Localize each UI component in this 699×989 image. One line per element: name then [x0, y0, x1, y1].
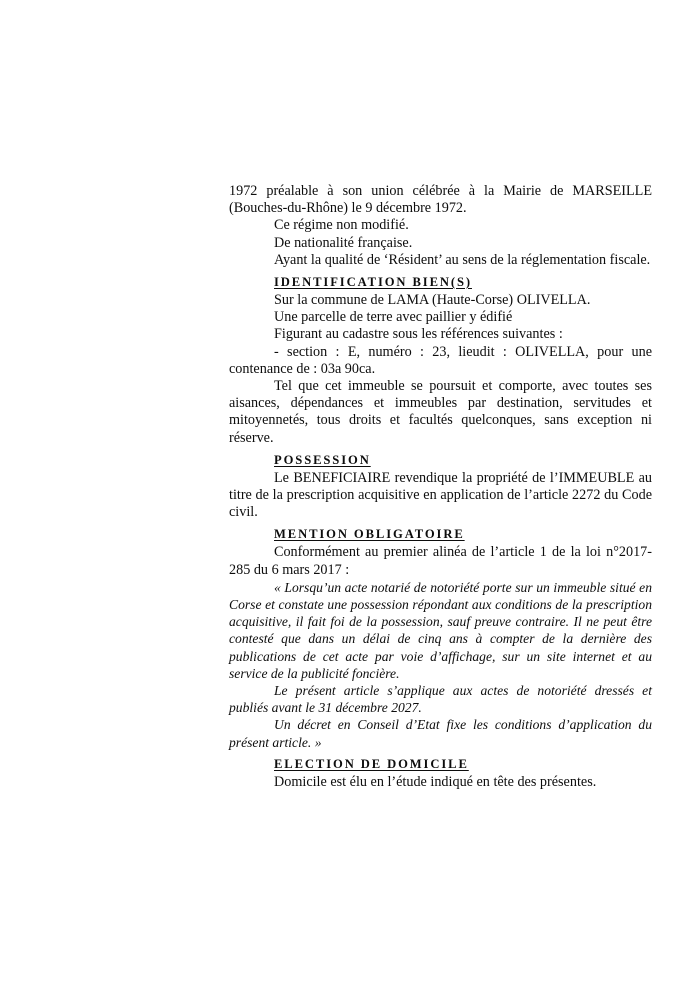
quoted-legal-excerpt — [229, 579, 652, 751]
heading-text: POSSESSION — [274, 452, 371, 467]
section-heading-election-de-domicile — [229, 751, 652, 774]
paragraph-section-numero-lieudit: - section : E, numéro : 23, lieudit : OLIVELLA, pour une contenance de : 03a 90ca. — [229, 343, 652, 377]
paragraph-conformement-loi-2017: Conformément au premier alinéa de l’article 1 de la loi n°2017-285 du 6 mars 2017 : — [229, 544, 652, 578]
paragraph-qualite-resident: Ayant la qualité de ‘Résident’ au sens de la réglementation fiscale. — [274, 251, 651, 268]
quote-paragraph-3: Un décret en Conseil d’Etat fixe les conditions d’application du présent article. » — [229, 717, 652, 750]
paragraph-nationalite: De nationalité française. — [274, 234, 413, 251]
paragraph-domicile-elu: Domicile est élu en l’étude indiqué en tête des présentes. — [274, 773, 597, 790]
heading-text: IDENTIFICATION BIEN(S) — [274, 275, 472, 290]
paragraph-regime-non-modifie: Ce régime non modifié. — [274, 217, 409, 234]
heading-text: MENTION OBLIGATOIRE — [274, 527, 465, 542]
paragraph-immeuble-aisances: Tel que cet immeuble se poursuit et comporte, avec toutes ses aisances, dépendances et immeubles par destination, servitudes et mitoyennetés, tous droits et facultés quelconques, sans exception ni réserve. — [229, 378, 652, 446]
section-heading-mention-obligatoire — [229, 521, 652, 544]
paragraph-commune-lama: Sur la commune de LAMA (Haute-Corse) OLIVELLA. — [274, 292, 591, 309]
paragraph-beneficiaire-revendique: Le BENEFICIAIRE revendique la propriété de l’IMMEUBLE au titre de la prescription acquisitive en application de l’article 2272 du Code civil. — [229, 469, 652, 521]
section-heading-possession — [229, 447, 652, 470]
paragraph-parcelle-terre: Une parcelle de terre avec paillier y édifié — [274, 309, 513, 326]
quote-paragraph-2: Le présent article s’applique aux actes de notoriété dressés et publiés avant le 31 décembre 2027. — [229, 683, 652, 716]
paragraph-cadastre-references: Figurant au cadastre sous les références suivantes : — [274, 326, 563, 343]
quote-paragraph-1: « Lorsqu’un acte notarié de notoriété porte sur un immeuble situé en Corse et constate une possession répondant aux conditions de la prescription acquisitive, il fait foi de la possession, sauf preuve contraire. Il ne peut être contesté que dans un délai de cinq ans à compter de la dernière des publications de cet acte par voie d’affichage, sur un site internet et au service de la publicité foncière. — [229, 579, 652, 681]
document-text-block — [229, 183, 652, 791]
paragraph-union-marseille: 1972 préalable à son union célébrée à la Mairie de MARSEILLE (Bouches-du-Rhône) le 9 décembre 1972. — [229, 183, 652, 217]
heading-text: ELECTION DE DOMICILE — [274, 756, 469, 771]
section-heading-identification-bien — [229, 269, 652, 292]
